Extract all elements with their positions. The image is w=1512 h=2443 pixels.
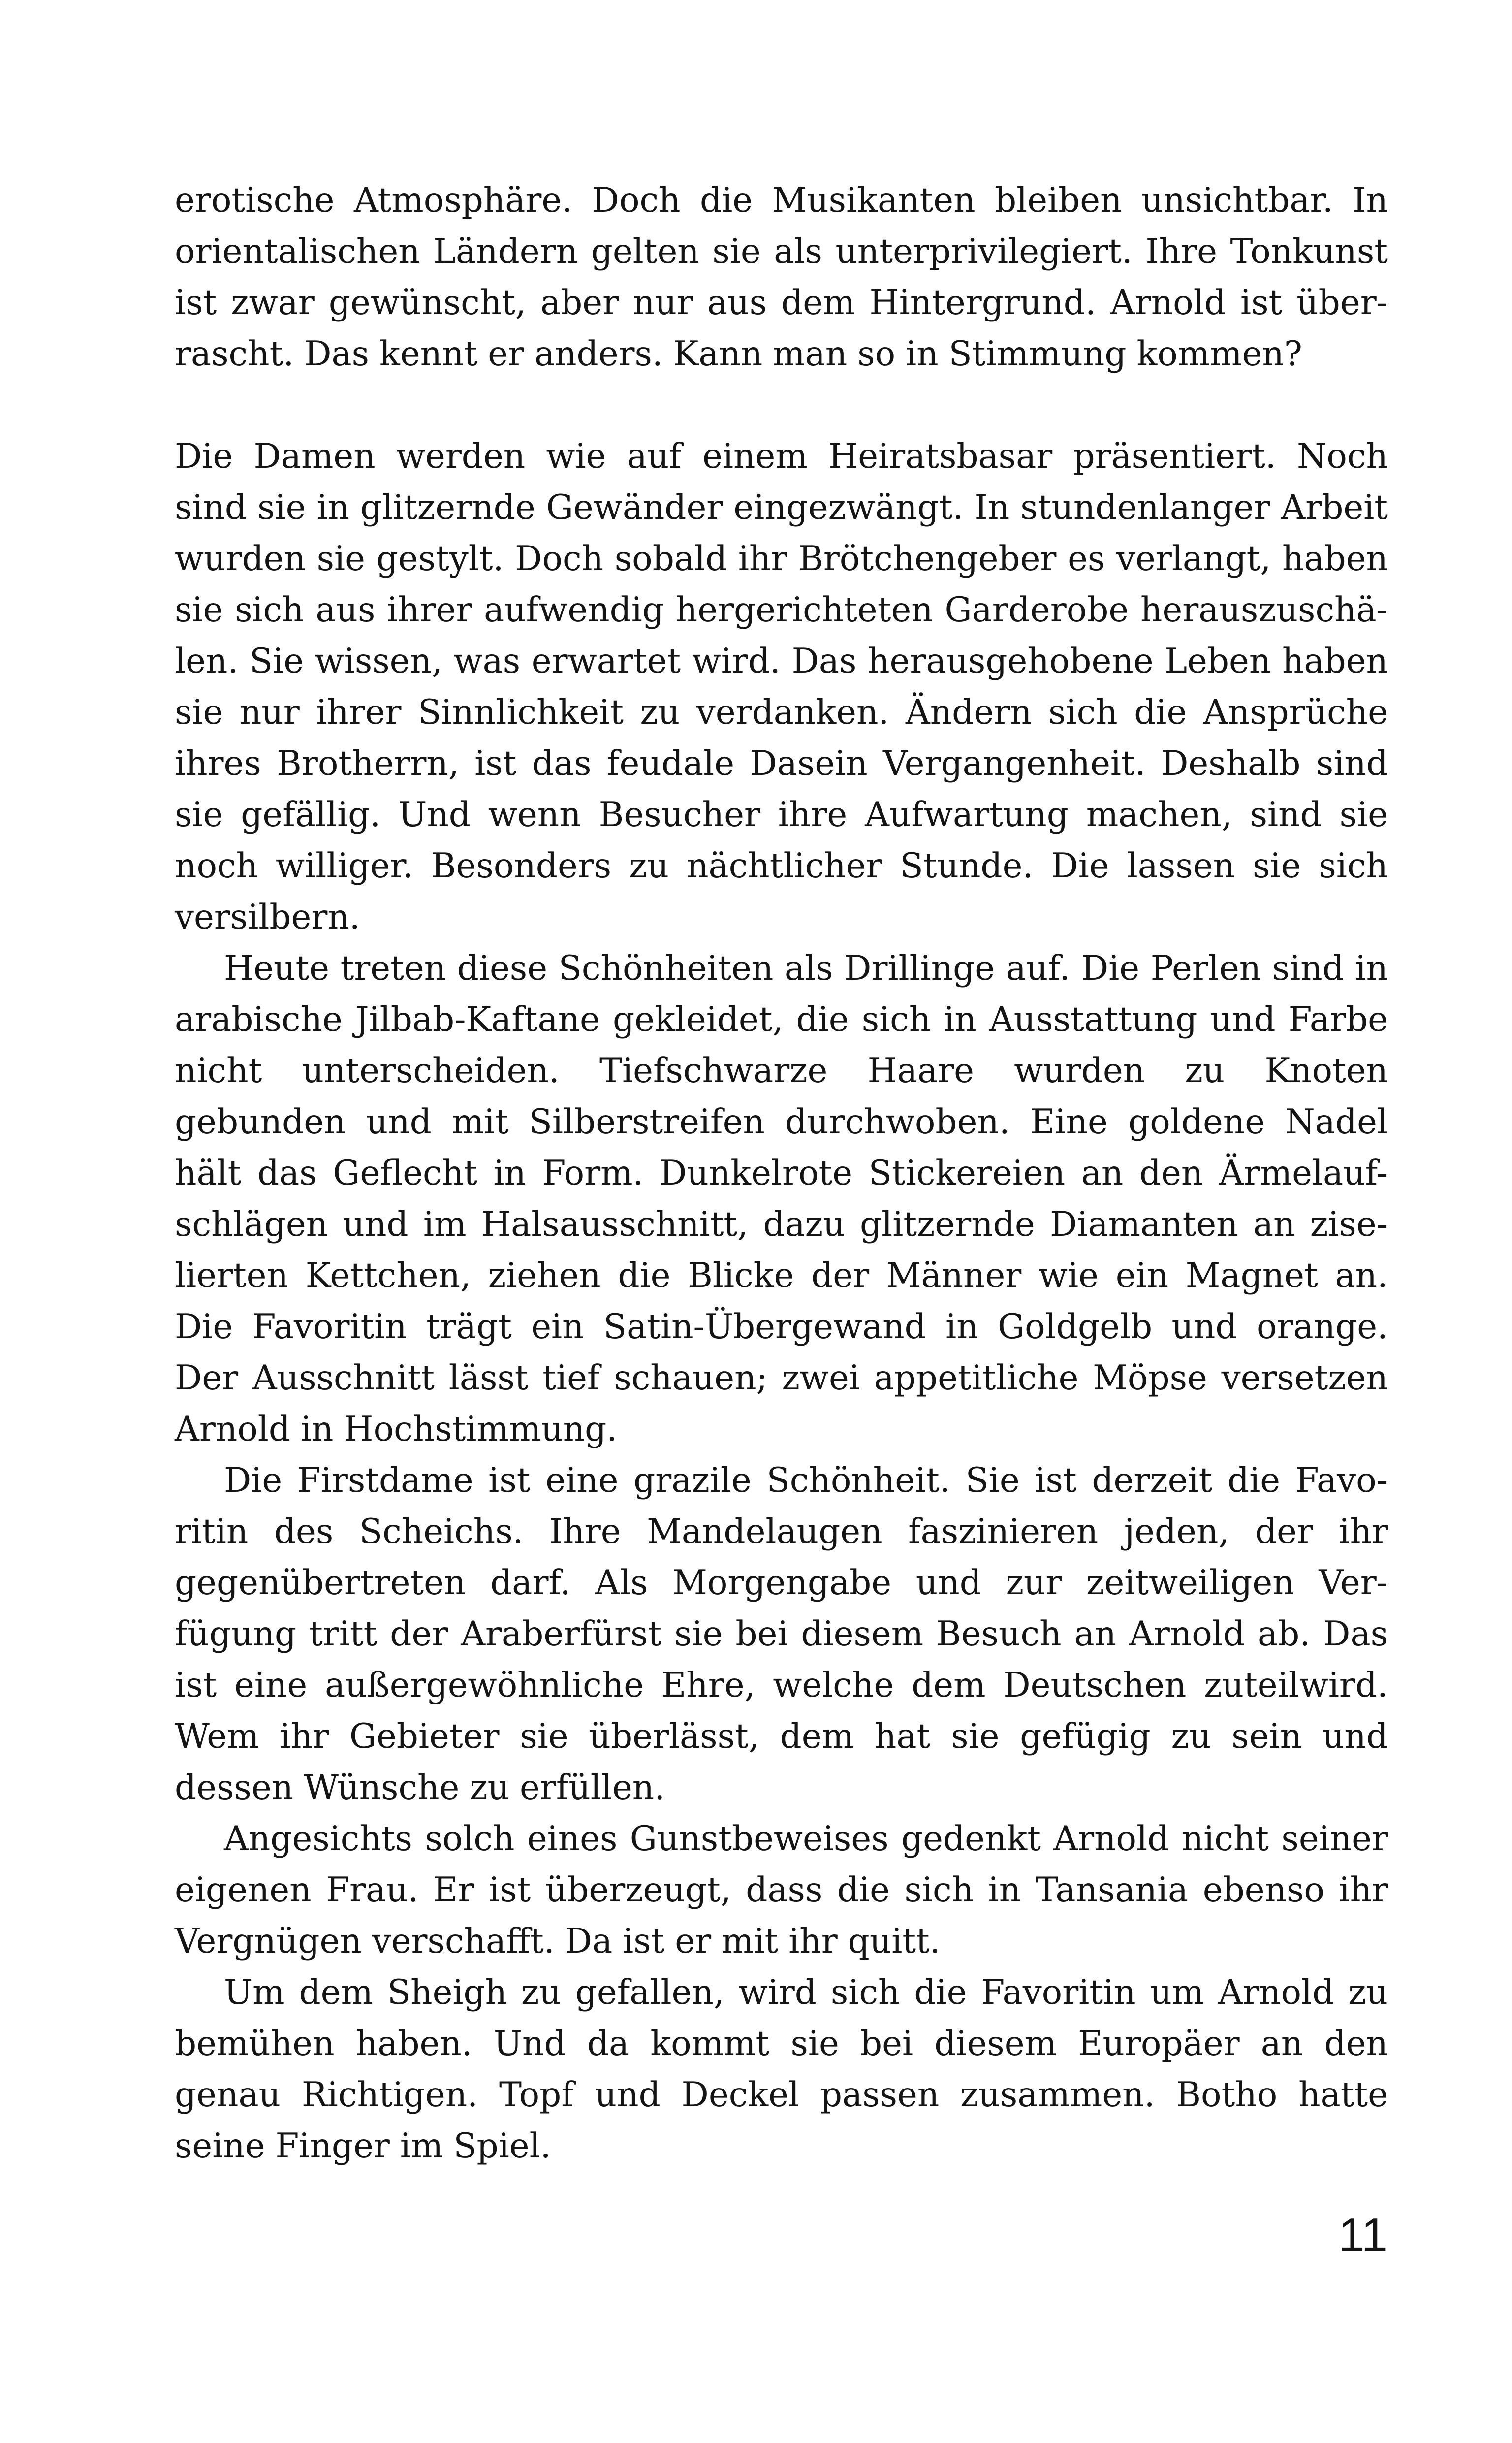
text-line: ihres Brotherrn, ist das feudale Dasein Vergangenheit. Deshalb sind [175, 744, 1388, 783]
page-number: 11 [1338, 2209, 1387, 2261]
text-line: gegenübertreten darf. Als Morgengabe und zur zeitweiligen Ver- [175, 1563, 1388, 1603]
paragraph [175, 1813, 1388, 1967]
text-line: genau Richtigen. Topf und Deckel passen zusammen. Botho hatte [175, 2075, 1388, 2115]
text-line: wurden sie gestylt. Doch sobald ihr Brötchengeber es verlangt, haben [175, 539, 1388, 579]
text-line: Um dem Sheigh zu gefallen, wird sich die Favoritin um Arnold zu [224, 1973, 1388, 2012]
paragraph [175, 431, 1388, 943]
text-line: gebunden und mit Silberstreifen durchwoben. Eine goldene Nadel [175, 1102, 1388, 1142]
text-line: orientalischen Ländern gelten sie als unterprivilegiert. Ihre Tonkunst [175, 232, 1388, 271]
text-line: arabische Jilbab-Kaftane gekleidet, die sich in Ausstattung und Farbe [175, 1000, 1388, 1039]
text-line: Heute treten diese Schönheiten als Drillinge auf. Die Perlen sind in [224, 949, 1388, 988]
text-line: seine Finger im Spiel. [175, 2126, 551, 2166]
text-line: len. Sie wissen, was erwartet wird. Das herausgehobene Leben haben [175, 642, 1388, 681]
text-line: hält das Geflecht in Form. Dunkelrote Stickereien an den Ärmelauf- [175, 1154, 1388, 1193]
text-line: Vergnügen verschafft. Da ist er mit ihr quitt. [175, 1922, 941, 1961]
text-line: Arnold in Hochstimmung. [175, 1410, 618, 1449]
text-line: ist eine außergewöhnliche Ehre, welche dem Deutschen zuteilwird. [175, 1666, 1388, 1705]
text-line: schlägen und im Halsausschnitt, dazu glitzernde Diamanten an zise- [175, 1205, 1388, 1244]
text-line: eigenen Frau. Er ist überzeugt, dass die sich in Tansania ebenso ihr [175, 1870, 1388, 1910]
paragraph [175, 1455, 1388, 1813]
text-line: versilbern. [175, 898, 360, 937]
text-line: sie gefällig. Und wenn Besucher ihre Aufwartung machen, sind sie [175, 795, 1388, 835]
text-line: sind sie in glitzernde Gewänder eingezwängt. In stundenlanger Arbeit [175, 488, 1388, 527]
text-line: Der Ausschnitt lässt tief schauen; zwei appetitliche Möpse versetzen [175, 1358, 1388, 1398]
text-line: Angesichts solch eines Gunstbeweises gedenkt Arnold nicht seiner [224, 1819, 1388, 1859]
paragraph [175, 943, 1388, 1455]
paragraph [175, 175, 1388, 380]
text-line: Die Damen werden wie auf einem Heiratsbasar präsentiert. Noch [175, 437, 1388, 476]
text-line: erotische Atmosphäre. Doch die Musikanten bleiben unsichtbar. In [175, 181, 1388, 220]
text-line: sie nur ihrer Sinnlichkeit zu verdanken. Ändern sich die Ansprüche [175, 693, 1388, 732]
text-line: lierten Kettchen, ziehen die Blicke der Männer wie ein Magnet an. [175, 1256, 1388, 1295]
text-line: sie sich aus ihrer aufwendig hergerichteten Garderobe herauszuschä- [175, 590, 1388, 630]
text-line: Wem ihr Gebieter sie überlässt, dem hat sie gefügig zu sein und [175, 1717, 1388, 1756]
text-line: fügung tritt der Araberfürst sie bei diesem Besuch an Arnold ab. Das [175, 1614, 1388, 1654]
text-line: bemühen haben. Und da kommt sie bei diesem Europäer an den [175, 2024, 1388, 2063]
body-text [175, 175, 1388, 2172]
paragraph-gap [175, 380, 1388, 431]
text-line: Die Firstdame ist eine grazile Schönheit. Sie ist derzeit die Favo- [224, 1461, 1388, 1500]
paragraph [175, 1967, 1388, 2172]
text-line: ritin des Scheichs. Ihre Mandelaugen faszinieren jeden, der ihr [175, 1512, 1388, 1551]
text-line: dessen Wünsche zu erfüllen. [175, 1768, 665, 1807]
text-line: noch williger. Besonders zu nächtlicher Stunde. Die lassen sie sich [175, 846, 1388, 886]
text-line: Die Favoritin trägt ein Satin-Übergewand in Goldgelb und orange. [175, 1307, 1388, 1347]
text-line: ist zwar gewünscht, aber nur aus dem Hintergrund. Arnold ist über- [175, 283, 1388, 322]
text-line: nicht unterscheiden. Tiefschwarze Haare wurden zu Knoten [175, 1051, 1388, 1091]
text-line: rascht. Das kennt er anders. Kann man so in Stimmung kommen? [175, 334, 1302, 374]
